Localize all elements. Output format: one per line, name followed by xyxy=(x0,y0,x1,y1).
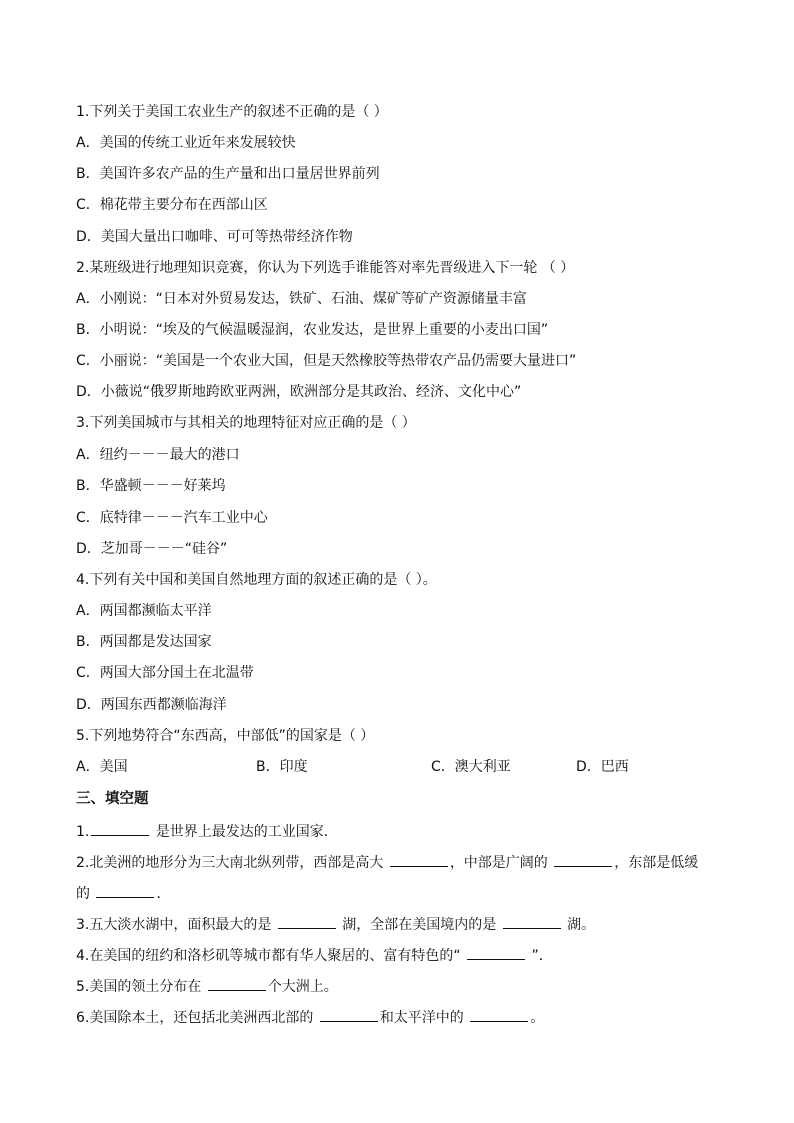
question-4-option-c: C．两国大部分国土在北温带 xyxy=(76,665,254,681)
question-4-option-b: B．两国都是发达国家 xyxy=(76,634,212,650)
fill-blank-2-text-e: ． xyxy=(156,886,171,902)
fill-blank-5-text-b: 个大洲上。 xyxy=(267,979,338,995)
answer-blank[interactable] xyxy=(503,913,561,929)
fill-blank-4-text-a: 4.在美国的纽约和洛杉矶等城市都有华人聚居的、富有特色的“ xyxy=(76,948,466,964)
question-4-option-d: D．两国东西都濒临海洋 xyxy=(76,697,227,713)
fill-blank-5 xyxy=(76,975,338,997)
question-1-option-b: B．美国许多农产品的生产量和出口量居世界前列 xyxy=(76,166,380,182)
answer-blank[interactable] xyxy=(554,851,612,867)
fill-blank-2-text-b: ，中部是广阔的 xyxy=(449,855,553,871)
answer-blank[interactable] xyxy=(96,882,154,898)
fill-blank-2-text-c: ，东部是低缓 xyxy=(614,855,699,871)
question-1-option-d: D．美国大量出口咖啡、可可等热带经济作物 xyxy=(76,229,353,245)
fill-blank-3-text-b: 湖，全部在美国境内的是 xyxy=(337,917,501,933)
fill-blank-4-text-b: ”． xyxy=(527,948,553,964)
question-3-option-b: B．华盛顿－－－好莱坞 xyxy=(76,478,226,494)
fill-blank-3 xyxy=(76,913,595,935)
fill-blank-5-text-a: 5.美国的领土分布在 xyxy=(76,979,206,995)
answer-blank[interactable] xyxy=(390,851,448,867)
question-5-stem: 5.下列地势符合“东西高，中部低”的国家是（ ） xyxy=(76,728,375,744)
question-2-stem: 2.某班级进行地理知识竞赛，你认为下列选手谁能答对率先晋级进入下一轮 （ ） xyxy=(76,260,575,276)
question-1-stem: 1.下列关于美国工农业生产的叙述不正确的是（ ） xyxy=(76,104,388,120)
question-2-option-b: B．小明说：“埃及的气候温暖湿润，农业发达，是世界上重要的小麦出口国” xyxy=(76,322,549,338)
fill-blank-2-text-d: 的 xyxy=(76,886,95,902)
fill-blank-6-text-c: 。 xyxy=(530,1010,545,1026)
fill-blank-3-text-a: 3.五大淡水湖中，面积最大的是 xyxy=(76,917,276,933)
answer-blank[interactable] xyxy=(320,1006,378,1022)
answer-blank[interactable] xyxy=(278,913,336,929)
question-1-option-c: C．棉花带主要分布在西部山区 xyxy=(76,197,268,213)
answer-blank[interactable] xyxy=(91,820,149,836)
question-2-option-c: C．小丽说：“美国是一个农业大国，但是天然橡胶等热带农产品仍需要大量进口” xyxy=(76,353,577,369)
question-5-option-c: C．澳大利亚 xyxy=(431,759,511,775)
fill-blank-2-continued xyxy=(76,882,170,904)
answer-blank[interactable] xyxy=(208,975,266,991)
question-5-options-row xyxy=(76,757,716,777)
fill-blank-3-text-c: 湖。 xyxy=(562,917,596,933)
fill-blank-6 xyxy=(76,1006,544,1028)
question-5-option-d: D．巴西 xyxy=(576,759,629,775)
question-3-option-d: D．芝加哥－－－“硅谷” xyxy=(76,541,228,557)
question-2-option-a: A．小刚说：“日本对外贸易发达，铁矿、石油、煤矿等矿产资源储量丰富 xyxy=(76,291,527,307)
question-3-stem: 3.下列美国城市与其相关的地理特征对应正确的是（ ） xyxy=(76,415,416,431)
question-3-option-a: A．纽约－－－最大的港口 xyxy=(76,447,240,463)
question-5-option-b: B．印度 xyxy=(256,759,308,775)
fill-blank-4 xyxy=(76,944,553,966)
answer-blank[interactable] xyxy=(467,944,525,960)
question-1-option-a: A．美国的传统工业近年来发展较快 xyxy=(76,135,296,151)
fill-blank-2 xyxy=(76,851,698,873)
fill-blank-1-text: 是世界上最发达的工业国家． xyxy=(151,824,338,840)
fill-blank-1-prefix: 1. xyxy=(76,824,90,840)
question-4-stem: 4.下列有关中国和美国自然地理方面的叙述正确的是（ ）。 xyxy=(76,572,437,588)
fill-blank-6-text-a: 6.美国除本土，还包括北美洲西北部的 xyxy=(76,1010,318,1026)
question-5-option-a: A．美国 xyxy=(76,759,128,775)
answer-blank[interactable] xyxy=(470,1006,528,1022)
section-heading: 三、填空题 xyxy=(76,791,149,807)
question-4-option-a: A．两国都濒临太平洋 xyxy=(76,603,212,619)
fill-blank-2-text-a: 2.北美洲的地形分为三大南北纵列带，西部是高大 xyxy=(76,855,388,871)
fill-blank-6-text-b: 和太平洋中的 xyxy=(379,1010,469,1026)
fill-blank-1 xyxy=(76,820,338,842)
question-3-option-c: C．底特律－－－汽车工业中心 xyxy=(76,510,268,526)
question-2-option-d: D．小薇说“俄罗斯地跨欧亚两洲，欧洲部分是其政治、经济、文化中心” xyxy=(76,384,522,400)
